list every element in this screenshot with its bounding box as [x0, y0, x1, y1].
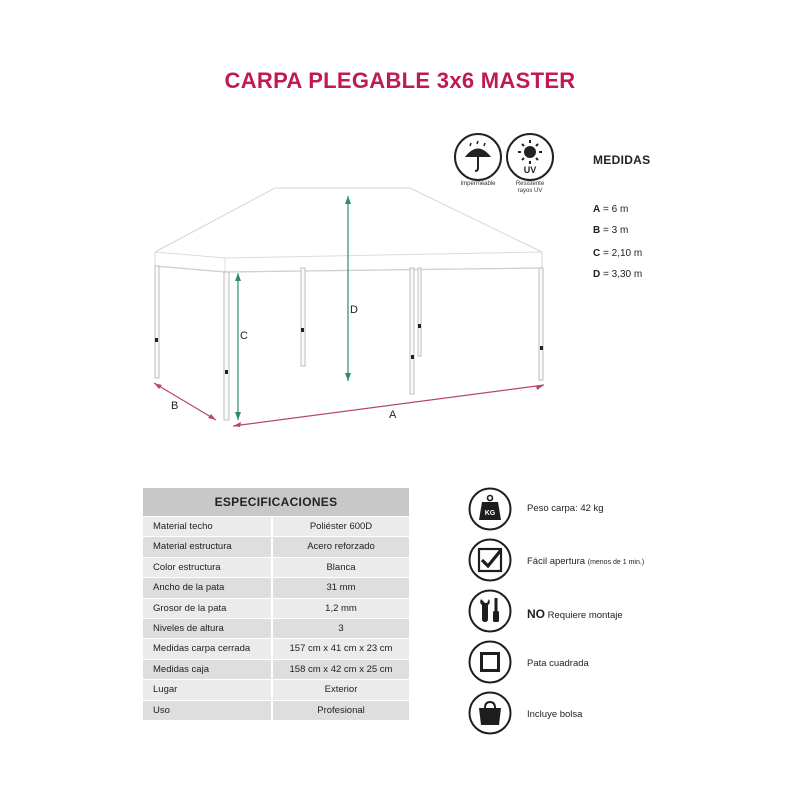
feature-pata: Pata cuadrada: [527, 658, 589, 669]
medida-d: D = 3,30 m: [593, 269, 643, 280]
uv-badge: UV: [523, 165, 537, 175]
table-row: Grosor de la pata 1,2 mm: [143, 599, 409, 618]
dim-d-label: D: [350, 304, 358, 316]
feature-apertura: Fácil apertura (menos de 1 min.): [527, 556, 645, 567]
uv-caption-line1: Resistente: [515, 181, 545, 187]
square-leg-icon: [468, 640, 512, 684]
table-row: Color estructura Blanca: [143, 558, 409, 577]
table-row: Ancho de la pata 31 mm: [143, 578, 409, 597]
kg-badge: KG: [484, 510, 496, 517]
checkbox-icon: [468, 538, 512, 582]
feature-bolsa: Incluye bolsa: [527, 709, 583, 720]
feature-montaje: NO Requiere montaje: [527, 607, 623, 621]
uv-caption-line2: rayos UV: [517, 188, 543, 194]
impermeable-caption: Impermeable: [460, 181, 496, 187]
table-row: Material estructura Acero reforzado: [143, 537, 409, 556]
dim-c-label: C: [240, 330, 248, 342]
bag-icon: [468, 691, 512, 735]
medida-a: A = 6 m: [593, 204, 629, 215]
dim-b-label: B: [171, 400, 179, 412]
table-row: Niveles de altura 3: [143, 619, 409, 638]
tent-diagram: [140, 180, 560, 430]
table-row: Medidas caja 158 cm x 42 cm x 25 cm: [143, 660, 409, 679]
dim-a-label: A: [389, 409, 397, 421]
page-title: CARPA PLEGABLE 3x6 MASTER: [224, 68, 576, 93]
table-row: Lugar Exterior: [143, 680, 409, 699]
medida-c: C = 2,10 m: [593, 248, 643, 259]
table-row: Uso Profesional: [143, 701, 409, 720]
specs-title: ESPECIFICACIONES: [143, 488, 409, 516]
umbrella-rain-icon: [453, 132, 503, 182]
medida-b: B = 3 m: [593, 225, 629, 236]
weight-kg-icon: [468, 487, 512, 531]
tent-legs: [155, 266, 543, 420]
medidas-title: MEDIDAS: [593, 153, 651, 167]
dim-b-line: [154, 383, 216, 420]
specs-table: [143, 488, 409, 720]
table-row: Medidas carpa cerrada 157 cm x 41 cm x 23 cm: [143, 639, 409, 658]
feature-weight: Peso carpa: 42 kg: [527, 503, 604, 514]
table-row: Material techo Poliéster 600D: [143, 517, 409, 536]
tools-icon: [468, 589, 512, 633]
uv-sun-icon: [505, 132, 555, 182]
